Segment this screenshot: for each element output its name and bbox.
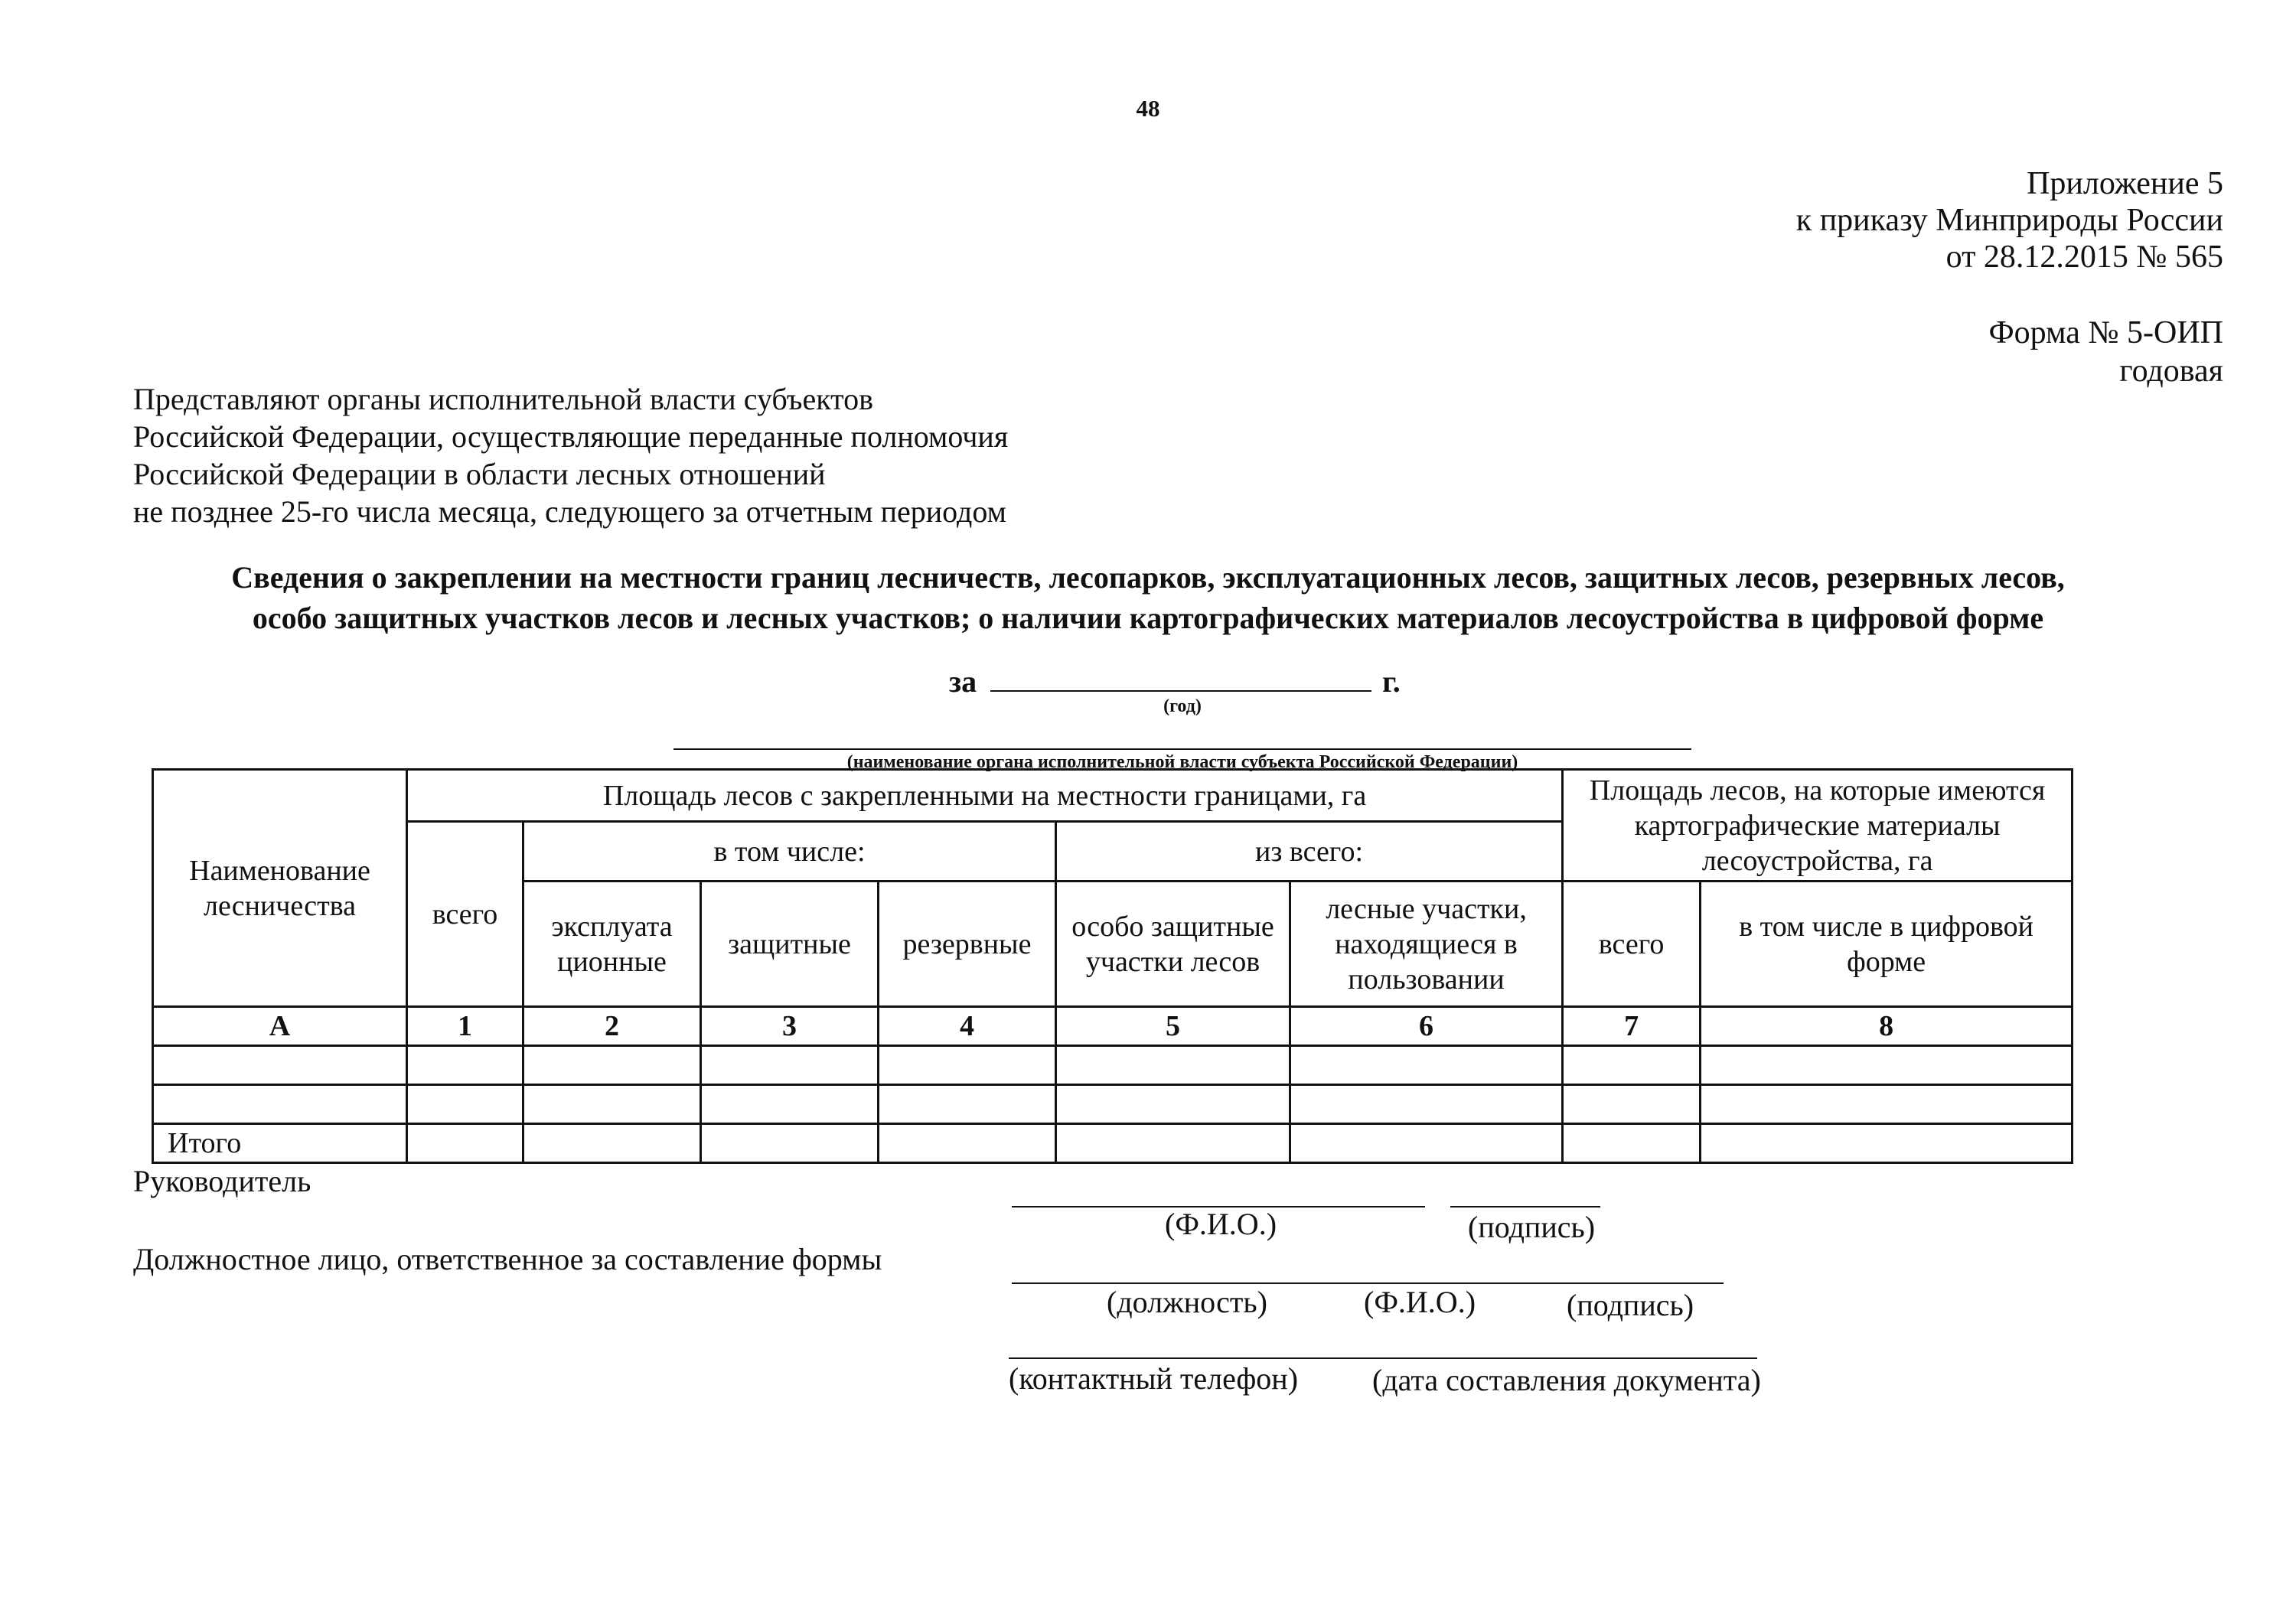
column-number: 3	[701, 1007, 879, 1046]
table-cell[interactable]	[153, 1085, 407, 1124]
period-prefix: за	[949, 664, 977, 699]
table-cell[interactable]	[1056, 1046, 1290, 1085]
header-cartographic-area: Площадь лесов, на которые имеются картографические материалы лесоустройства, га	[1563, 770, 2073, 882]
phone-caption: (контактный телефон)	[1009, 1361, 1299, 1396]
column-number: 2	[523, 1007, 701, 1046]
table-cell[interactable]	[1701, 1124, 2073, 1163]
org-name-line[interactable]	[673, 748, 1691, 750]
table-cell[interactable]	[523, 1085, 701, 1124]
table-cell[interactable]	[701, 1124, 879, 1163]
form-identifier	[1988, 314, 2223, 390]
table-cell[interactable]	[879, 1046, 1056, 1085]
column-number: 4	[879, 1007, 1056, 1046]
form-period: годовая	[2119, 354, 2223, 389]
header-total: всего	[407, 822, 523, 1007]
director-signature-line[interactable]	[1450, 1206, 1600, 1207]
header-forestry-name: Наименование лесничества	[153, 770, 407, 1007]
header-fixed-boundaries-area: Площадь лесов с закрепленными на местности границами, га	[407, 770, 1563, 822]
submitters-line: не позднее 25-го числа месяца, следующего за отчетным периодом	[133, 494, 1006, 529]
column-number: 6	[1290, 1007, 1563, 1046]
header-of-total: из всего:	[1056, 822, 1563, 882]
table-cell[interactable]	[701, 1085, 879, 1124]
table-cell[interactable]	[523, 1124, 701, 1163]
header-exploitation: эксплуата ционные	[523, 882, 701, 1007]
table-cell[interactable]	[1563, 1124, 1701, 1163]
period-suffix: г.	[1382, 664, 1401, 699]
responsible-person-label: Должностное лицо, ответственное за составление формы	[133, 1242, 882, 1276]
header-including: в том числе:	[523, 822, 1056, 882]
page-number: 48	[1136, 95, 1160, 122]
header-reserve: резервные	[879, 882, 1056, 1007]
header-special-protective: особо защитные участки лесов	[1056, 882, 1290, 1007]
table-cell[interactable]	[1290, 1085, 1563, 1124]
reporting-period	[949, 663, 1401, 700]
table-cell[interactable]	[1290, 1124, 1563, 1163]
title-line: особо защитных участков лесов и лесных участков; о наличии картографических материалов лесоустройства в цифровой форме	[252, 601, 2044, 635]
table-cell[interactable]	[879, 1085, 1056, 1124]
appendix-line: к приказу Минприроды России	[1795, 203, 2223, 238]
column-number: 8	[1701, 1007, 2073, 1046]
column-number: 7	[1563, 1007, 1701, 1046]
table-cell[interactable]	[1701, 1046, 2073, 1085]
table-cell[interactable]	[407, 1046, 523, 1085]
table-cell[interactable]	[1056, 1085, 1290, 1124]
table-row-total	[153, 1124, 2073, 1163]
appendix-line: от 28.12.2015 № 565	[1945, 240, 2223, 275]
column-number: 1	[407, 1007, 523, 1046]
submitters-block	[133, 380, 1008, 530]
header-digital: в том числе в цифровой форме	[1701, 882, 2073, 1007]
table-cell[interactable]	[1563, 1046, 1701, 1085]
signature-caption-2: (подпись)	[1567, 1288, 1694, 1322]
org-name-caption: (наименование органа исполнительной власти субъекта Российской Федерации)	[846, 752, 1518, 772]
header-forest-plots: лесные участки, находящиеся в пользовании	[1290, 882, 1563, 1007]
table-cell[interactable]	[1056, 1124, 1290, 1163]
table-cell[interactable]	[407, 1124, 523, 1163]
submitters-line: Российской Федерации в области лесных отношений	[133, 457, 826, 491]
fio-caption: (Ф.И.О.)	[1165, 1207, 1277, 1241]
column-number: 5	[1056, 1007, 1290, 1046]
table-cell[interactable]	[153, 1046, 407, 1085]
appendix-line: Приложение 5	[2027, 166, 2223, 201]
director-label: Руководитель	[133, 1164, 311, 1198]
form-number: Форма № 5-ОИП	[1988, 315, 2223, 350]
fio-caption-2: (Ф.И.О.)	[1364, 1285, 1476, 1319]
submitters-line: Российской Федерации, осуществляющие переданные полномочия	[133, 419, 1009, 454]
header-total-2: всего	[1563, 882, 1701, 1007]
header-protective: защитные	[701, 882, 879, 1007]
appendix-header	[1796, 165, 2223, 275]
table-row	[153, 1046, 2073, 1085]
position-caption: (должность)	[1107, 1285, 1267, 1319]
table-cell[interactable]	[879, 1124, 1056, 1163]
document-title	[115, 557, 2181, 638]
report-table	[152, 768, 2073, 1164]
table-cell[interactable]	[1290, 1046, 1563, 1085]
table-cell[interactable]	[1701, 1085, 2073, 1124]
date-caption: (дата составления документа)	[1372, 1363, 1761, 1397]
column-number: А	[153, 1007, 407, 1046]
year-blank-field[interactable]	[990, 663, 1371, 692]
table-cell[interactable]	[523, 1046, 701, 1085]
title-line: Сведения о закреплении на местности границ лесничеств, лесопарков, эксплуатационных лесов, защитных лесов, резервных лесов,	[231, 560, 2065, 595]
signature-caption: (подпись)	[1468, 1210, 1596, 1244]
year-caption: (год)	[1163, 696, 1202, 716]
table-cell[interactable]	[407, 1085, 523, 1124]
submitters-line: Представляют органы исполнительной власти субъектов	[133, 382, 873, 416]
table-cell[interactable]	[701, 1046, 879, 1085]
total-row-label: Итого	[153, 1124, 407, 1163]
table-cell[interactable]	[1563, 1085, 1701, 1124]
contact-date-line[interactable]	[1009, 1357, 1757, 1359]
table-row	[153, 1085, 2073, 1124]
